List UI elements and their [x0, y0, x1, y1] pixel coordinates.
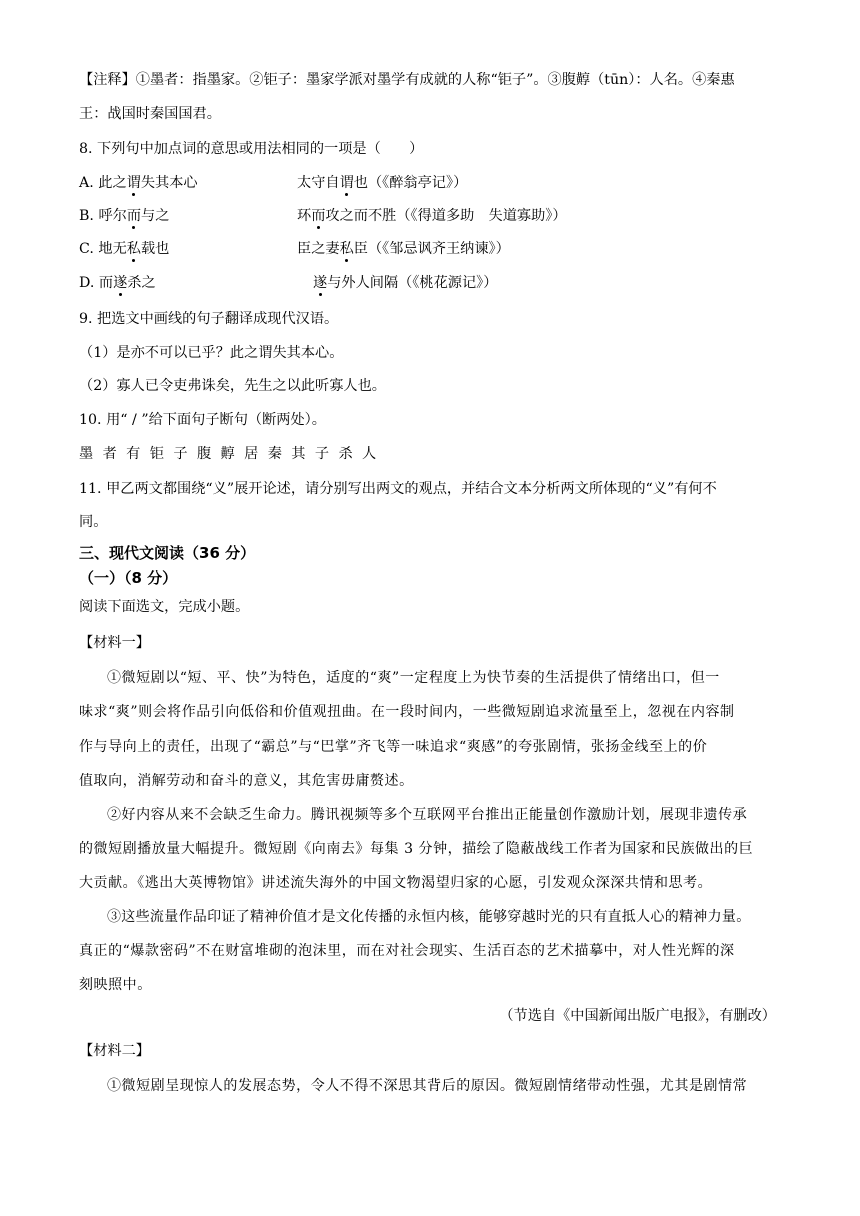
material-1-p3-line-1: ③这些流量作品印证了精神价值才是文化传播的永恒内核，能够穿越时光的只有直抵人心的精神力量。: [107, 909, 751, 925]
question-11-line-1: 11. 甲乙两文都围绕“义”展开论述，请分别写出两文的观点，并结合文本分析两文所体现的“义”有何不: [79, 481, 717, 497]
option-label: B.: [79, 208, 99, 224]
option-label: A.: [79, 175, 99, 191]
material-1-p1-line-1: ①微短剧以“短、平、快”为特色，适度的“爽”一定程度上为快节奏的生活提供了情绪出口，但一: [107, 670, 720, 686]
dotted-word: 而: [126, 208, 142, 224]
material-1-p3-line-3: 刻映照中。: [79, 977, 152, 993]
material-1-p3-line-2: 真正的“爆款密码”不在财富堆砌的泡沫里，而在对社会现实、生活百态的艺术描摹中，对人性光辉的深: [79, 943, 735, 959]
question-9-item-2: （2）寡人已令吏弗诛矣，先生之以此听寡人也。: [79, 378, 386, 394]
dotted-word: 谓: [126, 175, 141, 191]
option-label: C.: [79, 241, 99, 257]
question-11-line-2: 同。: [79, 514, 108, 530]
material-1-source: （节选自《中国新闻出版广电报》，有删改）: [499, 1008, 776, 1024]
question-9-stem: 9. 把选文中画线的句子翻译成现代汉语。: [79, 311, 339, 327]
material-1-heading: 【材料一】: [79, 635, 150, 651]
material-1-p2-line-3: 大贡献。《逃出大英博物馆》讲述流失海外的中国文物渴望归家的心愿，引发观众深深共情和思考。: [79, 875, 713, 891]
section-3-subtitle: （一）（8 分）: [79, 569, 178, 587]
material-1-p1-line-3: 作与导向上的责任，出现了“霸总”与“巴掌”齐飞等一味追求“爽感”的夸张剧情，张扬金线至上的价: [79, 739, 708, 755]
dotted-word: 谓: [339, 175, 354, 191]
material-1-p1-line-2: 味求“爽”则会将作品引向低俗和价值观扭曲。在一段时间内，一些微短剧追求流量至上，忽视在内容制: [79, 704, 735, 720]
material-2-p1-line-1: ①微短剧呈现惊人的发展态势，令人不得不深思其背后的原因。微短剧情绪带动性强，尤其是剧情常: [107, 1078, 748, 1094]
dotted-word: 遂: [113, 275, 128, 291]
section-3-title: 三、现代文阅读（36 分）: [79, 544, 256, 562]
question-10-stem: 10. 用“ / ”给下面句子断句（断两处）。: [79, 412, 326, 428]
question-10-sentence: 墨者有钜子腹䵍居秦其子杀人: [79, 446, 386, 462]
material-1-p2-line-1: ②好内容从来不会缺乏生命力。腾讯视频等多个互联网平台推出正能量创作激励计划，展现非遗传承: [107, 807, 748, 823]
material-1-p1-line-4: 值取向，消解劳动和奋斗的意义，其危害毋庸赘述。: [79, 773, 414, 789]
option-label: D.: [79, 275, 99, 291]
material-1-p2-line-2: 的微短剧播放量大幅提升。微短剧《向南去》每集 3 分钟，描绘了隐蔽战线工作者为国家和民族做出的巨: [79, 841, 754, 857]
question-9-item-1: （1）是亦不可以已乎？此之谓失其本心。: [79, 345, 344, 361]
exam-page: 【注释】①墨者：指墨家。②钜子：墨家学派对墨学有成就的人称“钜子”。③腹䵍（tūn）：人名。④秦惠 王：战国时秦国国君。 8. 下列句中加点词的意思或用法相同的一项是（ ） A. 此之谓失其本心 太守自谓也（《醉翁亭记》） B. 呼尔而与之 环而攻之而不胜（《得道多助 失道寡助》） C. 地无私载也 臣之妻私臣（《邹忌讽齐王纳谏》） D. 而遂杀之 遂与外人间隔（《桃花源记》） 9. 把选文中画线的句子翻译成现代汉语。 （1）是亦不可以已乎？此之谓失其本心。 （2）寡人已令吏弗诛矣，先生之以此听寡人也。 10. 用“ / ”给下面句子断句（断两处）。 墨者有钜子腹䵍居秦其子杀人 11. 甲乙两文都围绕“义”展开论述，请分别写出两文的观点，并结合文本分析两文所体现的“义”有何不 同。 三、现代文阅读（36 分） （一）（8 分） 阅读下面选文，完成小题。 【材料一】 ①微短剧以“短、平、快”为特色，适度的“爽”一定程度上为快节奏的生活提供了情绪出口，但一 味求“爽”则会将作品引向低俗和价值观扭曲。在一段时间内，一些微短剧追求流量至上，忽视在内容制 作与导向上的责任，出现了“霸总”与“巴掌”齐飞等一味追求“爽感”的夸张剧情，张扬金线至上的价 值取向，消解劳动和奋斗的意义，其危害毋庸赘述。 ②好内容从来不会缺乏生命力。腾讯视频等多个互联网平台推出正能量创作激励计划，展现非遗传承 的微短剧播放量大幅提升。微短剧《向南去》每集 3 分钟，描绘了隐蔽战线工作者为国家和民族做出的巨 大贡献。《逃出大英博物馆》讲述流失海外的中国文物渴望归家的心愿，引发观众深深共情和思考。 ③这些流量作品印证了精神价值才是文化传播的永恒内核，能够穿越时光的只有直抵人心的精神力量。 真正的“爆款密码”不在财富堆砌的泡沫里，而在对社会现实、生活百态的艺术描摹中，对人性光辉的深 刻映照中。 （节选自《中国新闻出版广电报》，有删改） 【材料二】 ①微短剧呈现惊人的发展态势，令人不得不深思其背后的原因。微短剧情绪带动性强，尤其是剧情常: [79, 72, 776, 1094]
dotted-word: 私: [126, 241, 141, 257]
dotted-word: 而: [311, 208, 326, 224]
section-3-instruction: 阅读下面选文，完成小题。: [79, 599, 250, 615]
notes-line-1: 【注释】①墨者：指墨家。②钜子：墨家学派对墨学有成就的人称“钜子”。③腹䵍（tūn）：人名。④秦惠: [79, 72, 735, 88]
question-8-stem: 8. 下列句中加点词的意思或用法相同的一项是（ ）: [79, 141, 424, 157]
dotted-word: 遂: [313, 275, 328, 291]
material-2-heading: 【材料二】: [79, 1043, 150, 1059]
notes-line-2: 王：战国时秦国国君。: [79, 106, 221, 122]
dotted-word: 私: [339, 241, 354, 257]
